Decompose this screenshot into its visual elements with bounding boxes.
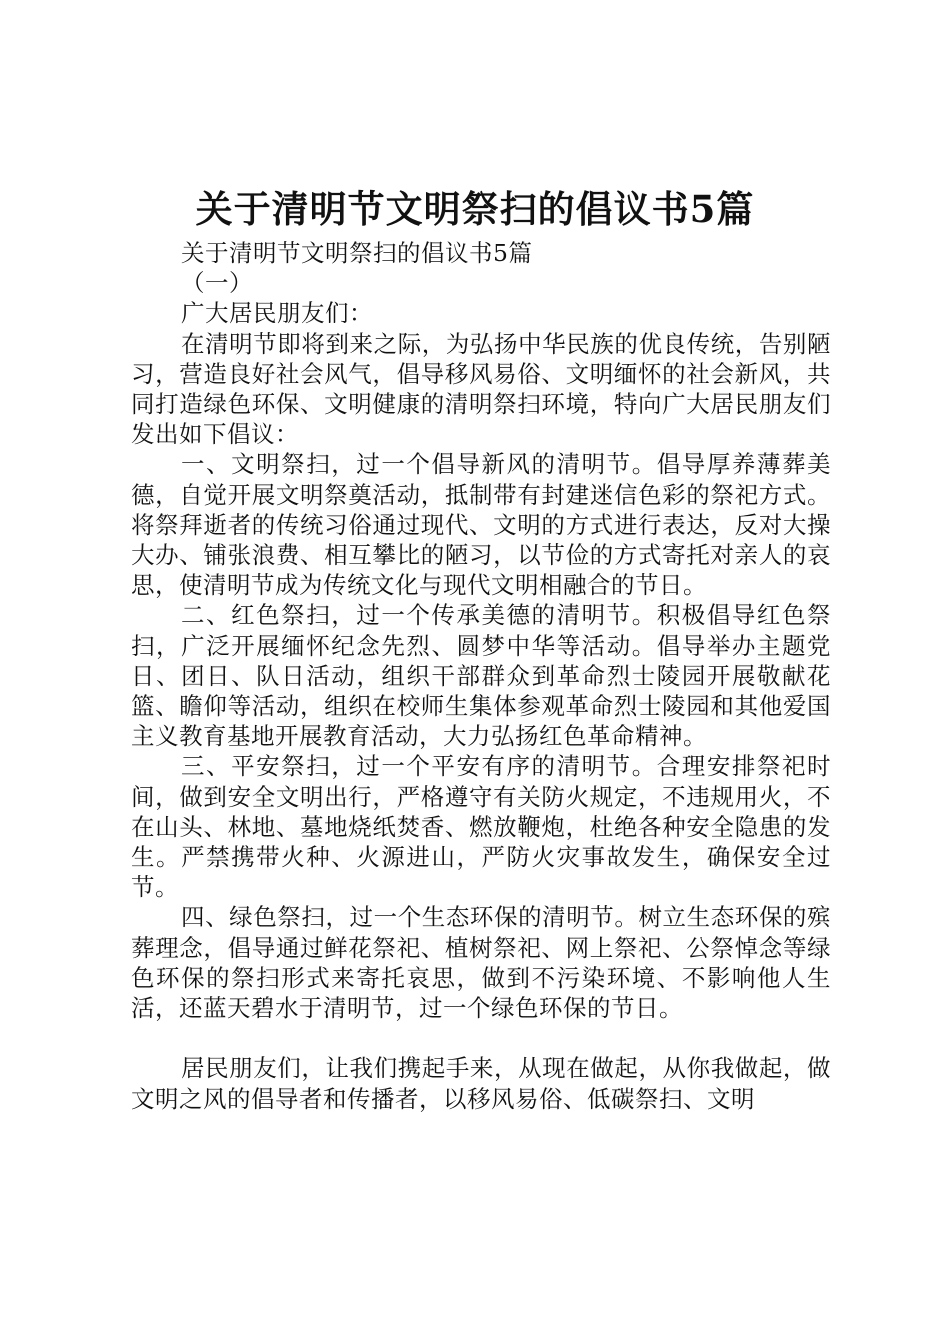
section-number: （一） bbox=[181, 269, 253, 298]
proposal-paragraph-2: 二、红色祭扫，过一个传承美德的清明节。积极倡导红色祭扫，广泛开展缅怀纪念先烈、圆梦中华等活动。倡导举办主题党日、团日、队日活动，组织干部群众到革命烈士陵园开展敬献花篮、瞻仰等活动，组织在校师生集体参观革命烈士陵园和其他爱国主义教育基地开展教育活动，大力弘扬红色革命精神。 bbox=[131, 601, 831, 751]
document-body bbox=[131, 238, 831, 1114]
paragraph-spacer bbox=[131, 1023, 831, 1053]
proposal-paragraph-4: 四、绿色祭扫，过一个生态环保的清明节。树立生态环保的殡葬理念，倡导通过鲜花祭祀、植树祭祀、网上祭祀、公祭悼念等绿色环保的祭扫形式来寄托哀思，做到不污染环境、不影响他人生活，还蓝天碧水于清明节，过一个绿色环保的节日。 bbox=[131, 903, 831, 1023]
closing-paragraph: 居民朋友们，让我们携起手来，从现在做起，从你我做起，做文明之风的倡导者和传播者，以移风易俗、低碳祭扫、文明 bbox=[131, 1054, 831, 1113]
intro-paragraph: 在清明节即将到来之际，为弘扬中华民族的优良传统，告别陋习，营造良好社会风气，倡导移风易俗、文明缅怀的社会新风，共同打造绿色环保、文明健康的清明祭扫环境，特向广大居民朋友们发出如下倡议： bbox=[131, 329, 831, 449]
proposal-paragraph-1: 一、文明祭扫，过一个倡导新风的清明节。倡导厚养薄葬美德，自觉开展文明祭奠活动，抵制带有封建迷信色彩的祭祀方式。将祭拜逝者的传统习俗通过现代、文明的方式进行表达，反对大操大办、铺张浪费、相互攀比的陋习，以节俭的方式寄托对亲人的哀思，使清明节成为传统文化与现代文明相融合的节日。 bbox=[131, 450, 831, 600]
salutation: 广大居民朋友们： bbox=[181, 299, 373, 328]
document-title: 关于清明节文明祭扫的倡议书5篇 bbox=[195, 187, 755, 231]
subtitle-paragraph: 关于清明节文明祭扫的倡议书5篇 bbox=[181, 239, 533, 267]
proposal-paragraph-3: 三、平安祭扫，过一个平安有序的清明节。合理安排祭祀时间，做到安全文明出行，严格遵守有关防火规定，不违规用火，不在山头、林地、墓地烧纸焚香、燃放鞭炮，杜绝各种安全隐患的发生。严禁携带火种、火源进山，严防火灾事故发生，确保安全过节。 bbox=[131, 752, 831, 902]
